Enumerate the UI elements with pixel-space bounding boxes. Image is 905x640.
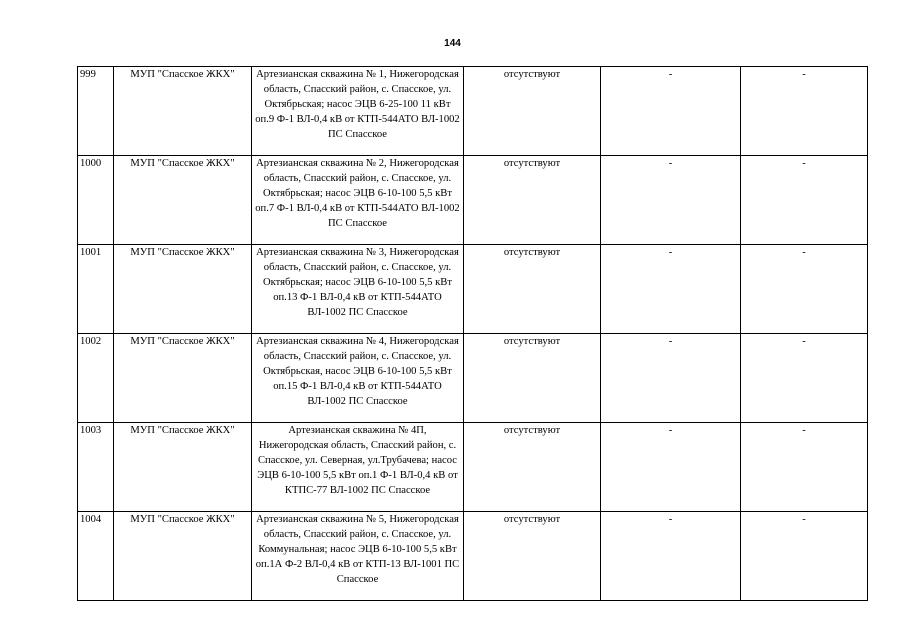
column-5-cell: -	[601, 156, 741, 245]
column-5-cell: -	[601, 423, 741, 512]
organization-cell: МУП "Спасское ЖКХ"	[114, 245, 252, 334]
table-row	[78, 67, 868, 156]
column-6-cell: -	[741, 245, 868, 334]
column-6-cell: -	[741, 423, 868, 512]
organization-cell: МУП "Спасское ЖКХ"	[114, 512, 252, 601]
documents-cell: отсутствуют	[464, 67, 601, 156]
organization-cell: МУП "Спасское ЖКХ"	[114, 156, 252, 245]
row-number: 1000	[78, 156, 114, 245]
object-description-cell: Артезианская скважина № 2, Нижегородская область, Спасский район, с. Спасское, ул. Октябрьская; насос ЭЦВ 6-10-100 5,5 кВт оп.7 Ф-1 ВЛ-0,4 кВ от КТП-544АТО ВЛ-1002 ПС Спасское	[252, 156, 464, 245]
documents-cell: отсутствуют	[464, 423, 601, 512]
object-description-cell: Артезианская скважина № 5, Нижегородская область, Спасский район, с. Спасское, ул. Коммунальная; насос ЭЦВ 6-10-100 5,5 кВт оп.1А Ф-2 ВЛ-0,4 кВ от КТП-13 ВЛ-1001 ПС Спасское	[252, 512, 464, 601]
object-description-cell: Артезианская скважина № 3, Нижегородская область, Спасский район, с. Спасское, ул. Октябрьская; насос ЭЦВ 6-10-100 5,5 кВт оп.13 Ф-1 ВЛ-0,4 кВ от КТП-544АТО ВЛ-1002 ПС Спасское	[252, 245, 464, 334]
row-number: 999	[78, 67, 114, 156]
column-5-cell: -	[601, 512, 741, 601]
organization-cell: МУП "Спасское ЖКХ"	[114, 423, 252, 512]
row-number: 1004	[78, 512, 114, 601]
row-number: 1001	[78, 245, 114, 334]
object-description-cell: Артезианская скважина № 1, Нижегородская область, Спасский район, с. Спасское, ул. Октябрьская; насос ЭЦВ 6-25-100 11 кВт оп.9 Ф-1 ВЛ-0,4 кВ от КТП-544АТО ВЛ-1002 ПС Спасское	[252, 67, 464, 156]
table-row	[78, 156, 868, 245]
column-6-cell: -	[741, 512, 868, 601]
column-5-cell: -	[601, 334, 741, 423]
registry-table	[77, 66, 868, 601]
organization-cell: МУП "Спасское ЖКХ"	[114, 67, 252, 156]
page-number: 144	[444, 38, 461, 49]
column-5-cell: -	[601, 67, 741, 156]
object-description-cell: Артезианская скважина № 4П, Нижегородская область, Спасский район, с. Спасское, ул. Северная, ул.Трубачева; насос ЭЦВ 6-10-100 5,5 кВт оп.1 Ф-1 ВЛ-0,4 кВ от КТПС-77 ВЛ-1002 ПС Спасское	[252, 423, 464, 512]
documents-cell: отсутствуют	[464, 512, 601, 601]
row-number: 1003	[78, 423, 114, 512]
documents-cell: отсутствуют	[464, 245, 601, 334]
column-5-cell: -	[601, 245, 741, 334]
column-6-cell: -	[741, 156, 868, 245]
table-row	[78, 334, 868, 423]
organization-cell: МУП "Спасское ЖКХ"	[114, 334, 252, 423]
table-row	[78, 245, 868, 334]
row-number: 1002	[78, 334, 114, 423]
object-description-cell: Артезианская скважина № 4, Нижегородская область, Спасский район, с. Спасское, ул. Октябрьская, насос ЭЦВ 6-10-100 5,5 кВт оп.15 Ф-1 ВЛ-0,4 кВ от КТП-544АТО ВЛ-1002 ПС Спасское	[252, 334, 464, 423]
column-6-cell: -	[741, 334, 868, 423]
column-6-cell: -	[741, 67, 868, 156]
table-row	[78, 512, 868, 601]
documents-cell: отсутствуют	[464, 156, 601, 245]
documents-cell: отсутствуют	[464, 334, 601, 423]
table-row	[78, 423, 868, 512]
